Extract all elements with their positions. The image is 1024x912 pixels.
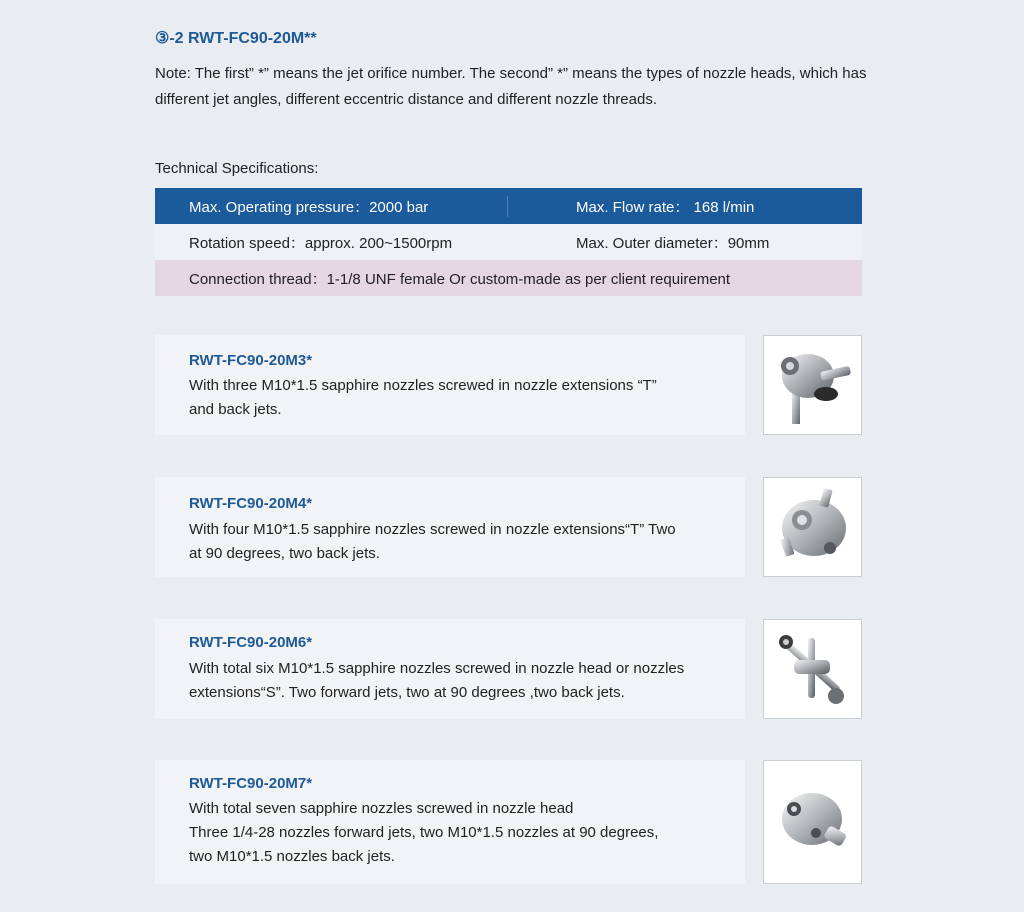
section-title: ③-2 RWT-FC90-20M** (155, 30, 317, 47)
product-photo (763, 335, 862, 435)
product-item (155, 335, 862, 435)
product-description: With three M10*1.5 sapphire nozzles screwed in nozzle extensions “T” and back jets. (189, 377, 657, 418)
spec-rotation-speed: Rotation speed：approx. 200~1500rpm (189, 234, 453, 252)
product-item (155, 477, 862, 577)
product-name: RWT-FC90-20M3* (189, 352, 313, 369)
spec-max-diameter: Max. Outer diameter：90mm (576, 234, 770, 252)
product-photo (763, 760, 862, 884)
note-text: Note: The first” *” means the jet orifice number. The second” *” means the types of nozzle heads, which has different jet angles, different eccentric distance and different nozzle threads. (155, 65, 867, 108)
product-name: RWT-FC90-20M6* (189, 634, 313, 651)
spec-row-connection (155, 260, 862, 296)
spec-max-pressure: Max. Operating pressure：2000 bar (155, 196, 508, 217)
product-description: With total six M10*1.5 sapphire nozzles screwed in nozzle head or nozzles extensions“S”. Two forward jets, two at 90 degrees ,two back jets. (189, 660, 685, 701)
spec-max-flow: Max. Flow rate： 168 l/min (576, 198, 755, 216)
product-name: RWT-FC90-20M7* (189, 775, 313, 792)
spec-connection-thread: Connection thread：1-1/8 UNF female Or custom-made as per client requirement (189, 270, 731, 288)
spec-heading: Technical Specifications: (155, 160, 319, 177)
product-photo (763, 477, 862, 577)
product-item (155, 619, 862, 719)
product-photo (763, 619, 862, 719)
product-name: RWT-FC90-20M4* (189, 495, 313, 512)
product-description: With four M10*1.5 sapphire nozzles screwed in nozzle extensions“T” Two at 90 degrees, two back jets. (189, 521, 676, 562)
product-description: With total seven sapphire nozzles screwed in nozzle head Three 1/4-28 nozzles forward jets, two M10*1.5 nozzles at 90 degrees, two M10*1.5 nozzles back jets. (189, 800, 659, 865)
spec-row-pressure-flow (155, 188, 862, 224)
product-item (155, 760, 862, 884)
spec-row-speed-diameter (155, 224, 862, 260)
spec-table (155, 188, 862, 296)
